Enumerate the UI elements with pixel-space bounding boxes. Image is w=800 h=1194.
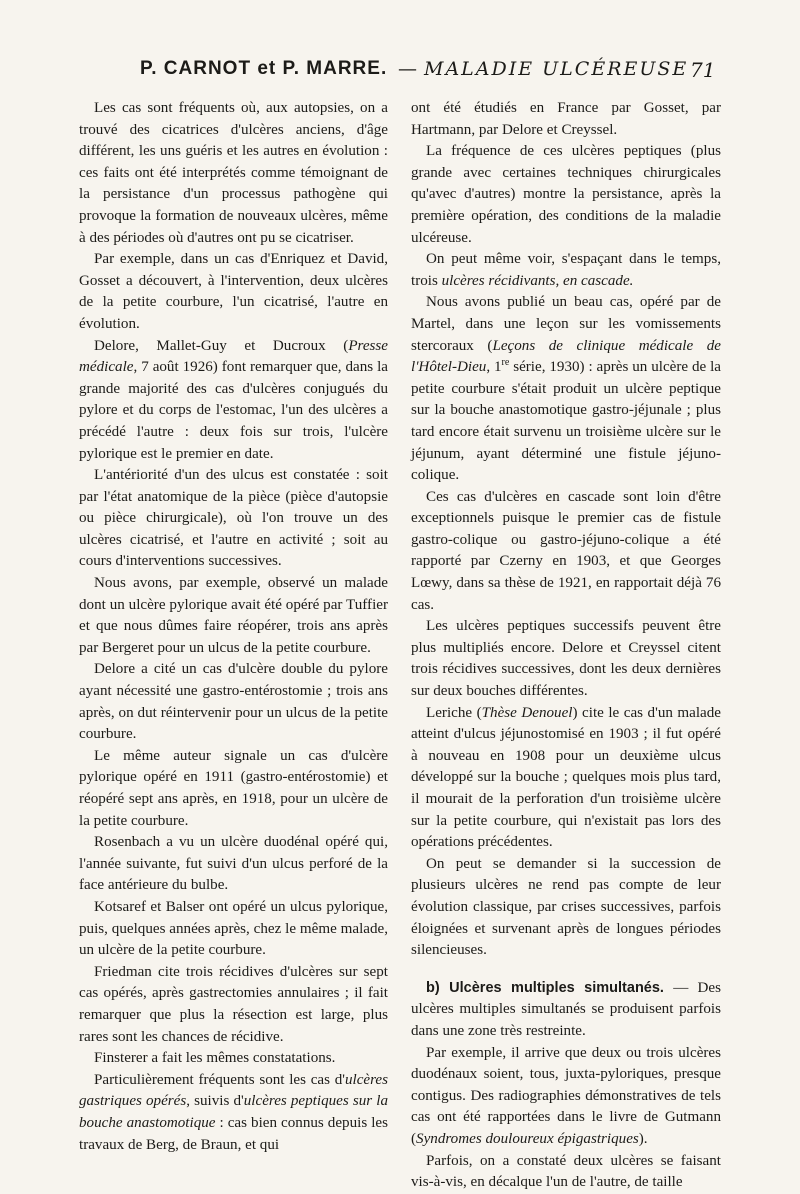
paragraph: Ces cas d'ulcères en cascade sont loin d'être exceptionnels puisque le premier cas de fistule gastro-colique ou gastro-jéjuno-colique a été rapporté par Czerny en 1903, et que Georges Lœwy, dans sa thèse de 1921, en rapportait déjà 76 cas. — [411, 488, 721, 613]
header-authors: P. CARNOT et P. MARRE. — [140, 58, 388, 79]
paragraph: Nous avons, par exemple, observé un malade dont un ulcère pylorique avait été opéré par Tuffier et que nous dûmes faire réopérer, trois ans après par Bergeret pour un ulcus de la petite courbure. — [79, 575, 388, 656]
paragraph: Leriche (Thèse Denouel) cite le cas d'un malade atteint d'ulcus jéjunostomisé en 1903 ; il fut opéré à nouveau en 1908 pour un deuxième ulcus développé sur la bouche ; quelques mois plus tard, il mourait de la perforation d'un troisième ulcère sur la petite courbure, qui n'existait pas lors des opérations précédentes. — [411, 704, 722, 851]
paragraph: Particulièrement fréquents sont les cas d'ulcères gastriques opérés, suivis d'ulcères peptiques sur la bouche anastomotique : cas bien connus depuis les travaux de Berg, de Braun, et qui — [79, 1071, 389, 1153]
paragraph: Parfois, on a constaté deux ulcères se faisant vis-à-vis, en décalque l'un de l'autre, de taille — [411, 1152, 721, 1191]
section-heading: b) Ulcères multiples simultanés. — [426, 979, 664, 996]
paragraph: Par exemple, il arrive que deux ou trois ulcères duodénaux soient, tous, juxta-pyloriques, presque contigus. Des radiographies démonstratives de tels cas ont été rapportées dans le livre de Gutmann (Syndromes douloureux épigastriques). — [411, 1044, 721, 1147]
paragraph: On peut se demander si la succession de plusieurs ulcères ne rend pas compte de leur évolution classique, par crises successives, parfois éloignées et survenant après de longues périodes silencieuses. — [411, 855, 721, 959]
right-column — [411, 98, 721, 1194]
paragraph: Finsterer a fait les mêmes constatations. — [94, 1050, 336, 1067]
paragraph: La fréquence de ces ulcères peptiques (plus grande avec certaines techniques chirurgicales qu'avec d'autres) montre la persistance, après la première opération, des conditions de la maladie ulcéreuse. — [411, 143, 721, 246]
paragraph: Le même auteur signale un cas d'ulcère pylorique opéré en 1911 (gastro-entérostomie) et réopéré sept ans après, en 1918, pour un ulcère de la petite courbure. — [79, 747, 388, 829]
paragraph: Rosenbach a vu un ulcère duodénal opéré qui, l'année suivante, fut suivi d'un ulcus perforé de la face antérieure du bulbe. — [79, 834, 388, 894]
paragraph: On peut même voir, s'espaçant dans le temps, trois ulcères récidivants, en cascade. — [411, 251, 721, 289]
paragraph: Kotsaref et Balser ont opéré un ulcus pylorique, puis, quelques années après, chez le même malade, un ulcère de la petite courbure. — [79, 898, 388, 959]
paragraph: ont été étudiés en France par Gosset, par Hartmann, par Delore et Creyssel. — [411, 100, 721, 138]
paragraph: Delore, Mallet-Guy et Ducroux (Presse médicale, 7 août 1926) font remarquer que, dans la grande majorité des cas d'ulcères conjugués du pylore et du corps de l'estomac, l'un des ulcères a précédé l'autre : deux fois sur trois, l'ulcère pylorique est le premier en date. — [79, 337, 388, 462]
paragraph: Par exemple, dans un cas d'Enriquez et David, Gosset a découvert, à l'intervention, deux ulcères de la petite courbure, l'un cicatrisé, l'autre en évolution. — [79, 251, 388, 332]
paragraph: Delore a cité un cas d'ulcère double du pylore ayant nécessité une gastro-entérostomie ; trois ans après, on dut réintervenir pour un ulcus de la petite courbure. — [79, 661, 388, 743]
paragraph: Les ulcères peptiques successifs peuvent être plus multipliés encore. Delore et Creyssel citent trois récidives successives, dont les deux dernières sur deux bouches différentes. — [411, 618, 721, 700]
paragraph: Les cas sont fréquents où, aux autopsies, on a trouvé des cicatrices d'ulcères anciens, d'âge différent, les uns guéris et les autres en évolution : ces faits ont été interprétés comme témoignant de la persistance d'un processus pathogène qui provoque la formation de nouveaux ulcères, même à des périodes où d'autres ont pu se cicatriser. — [79, 100, 388, 246]
paragraph: L'antériorité d'un des ulcus est constatée : soit par l'état anatomique de la pièce (pièce d'autopsie ou pièce chirurgicale), où l'on trouve un des ulcères cicatrisé, et l'autre en activité ; soit au cours d'interventions successives. — [79, 467, 388, 570]
left-column — [79, 98, 388, 1156]
running-header — [0, 58, 800, 90]
header-running-title: MALADIE ULCÉREUSE — [424, 58, 689, 80]
page-number: 71 — [690, 58, 716, 82]
paragraph: Friedman cite trois récidives d'ulcères sur sept cas opérés, après gastrectomies annulaires ; il fait remarquer que plus la résection est large, plus rares sont les chances de récidive. — [79, 963, 388, 1045]
header-dash: — — [398, 58, 417, 80]
section-paragraph: b) Ulcères multiples simultanés. — Des ulcères multiples simultanés se produisent parfois dans une zone très restreinte. — [411, 979, 721, 1039]
paragraph: Nous avons publié un beau cas, opéré par de Martel, dans une leçon sur les vomissements stercoraux (Leçons de clinique médicale de l'Hôtel-Dieu, 1re série, 1930) : après un ulcère de la petite courbure s'était produit un ulcère peptique sur la bouche anastomotique gastro-jéjunale ; plus tard encore était survenu un troisième ulcère sur le jéjunum, ayant déterminé une fistule jéjuno-colique. — [411, 294, 721, 484]
